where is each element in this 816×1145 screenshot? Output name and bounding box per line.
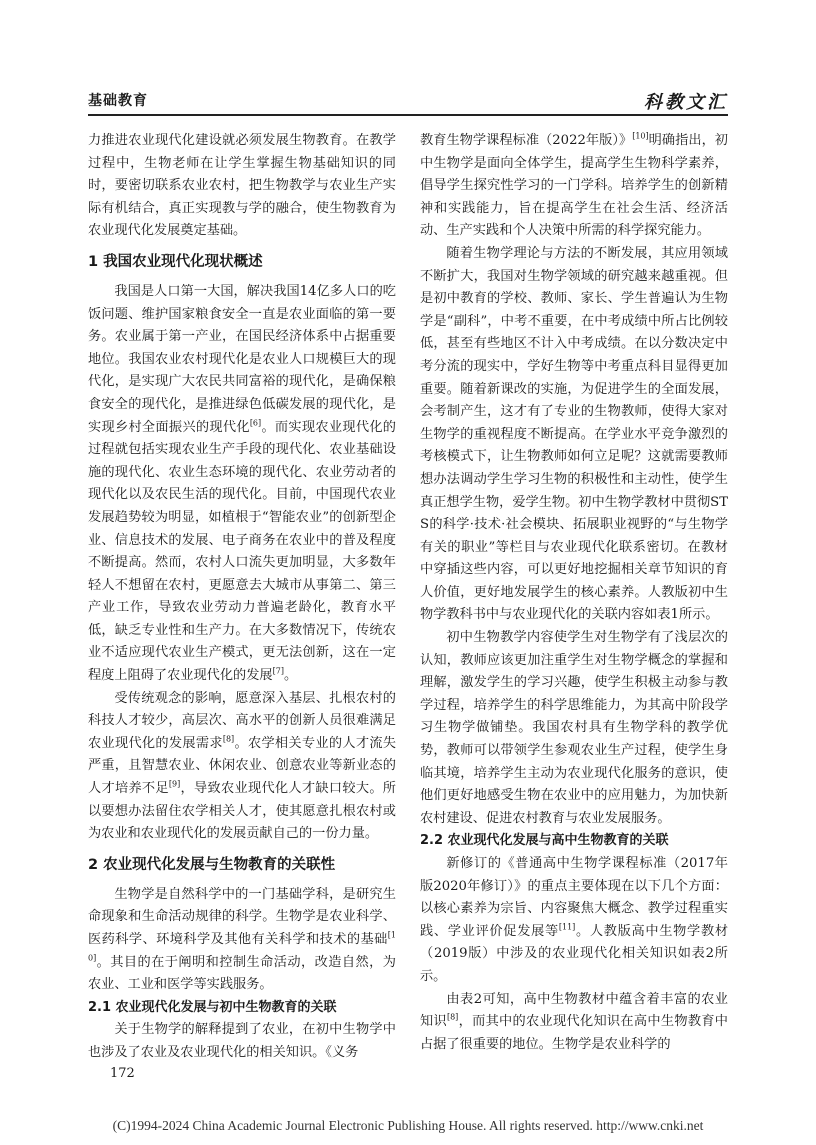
paragraph: 新修订的《普通高中生物学课程标准（2017年版2020年修订）》的重点主要体现在以下几个方面：以核心素养为宗旨、内容聚焦大概念、教学过程重实践、学业评价促发展等[11]。人教版高中生物学教材（2019版）中涉及的农业现代化相关知识如表2所示。 — [420, 856, 729, 984]
page-number: 172 — [110, 1066, 135, 1081]
right-column — [420, 130, 728, 1056]
section-heading-2: 2 农业现代化发展与生物教育的关联性 — [88, 856, 336, 873]
paragraph: 我国是人口第一大国，解决我国14亿多人口的吃饭问题、维护国家粮食安全一直是农业面临的第一要务。农业属于第一产业，在国民经济体系中占据重要地位。我国农业农村现代化是农业人口规模巨大的现代化，是实现广大农民共同富裕的现代化，是确保粮食安全的现代化，是推进绿色低碳发展的现代化，是实现乡村全面振兴的现代化[6]。而实现农业现代化的过程就包括实现农业生产手段的现代化、农业基础设施的现代化、农业生态环境的现代化、农业劳动者的现代化以及农民生活的现代化。目前，中国现代农业发展趋势较为明显，如植根于“智能农业”的创新型企业、信息技术的发展、电子商务在农业中的普及程度不断提高。然而，农村人口流失更加明显，大多数年轻人不想留在农村，更愿意去大城市从事第二、第三产业工作，导致农业劳动力普遍老龄化，教育水平低，缺乏专业性和生产力。在大多数情况下，传统农业不适应现代农业生产模式，更无法创新，这在一定程度上阻碍了农业现代化的发展[7]。 — [88, 283, 396, 684]
page-header — [88, 88, 728, 114]
section-heading-1: 1 我国农业现代化现状概述 — [88, 253, 263, 270]
citation: [10] — [88, 930, 396, 963]
paragraph: 由表2可知，高中生物教材中蕴含着丰富的农业知识[8]，而其中的农业现代化知识在高中生物教育中占据了很重要的地位。生物学是农业科学的 — [420, 991, 728, 1052]
citation: [7] — [272, 666, 284, 676]
copyright-footer: (C)1994-2024 China Academic Journal Electronic Publishing House. All rights reserved. http://www.cnki.net — [112, 1118, 704, 1133]
paragraph: 力推进农业现代化建设就必须发展生物教育。在教学过程中，生物老师在让学生掌握生物基础知识的同时，要密切联系农业农村，把生物教学与农业生产实际有机结合，真正实现教与学的融合，使生物教育为农业现代化发展奠定基础。 — [88, 133, 396, 239]
section-title: 基础教育 — [88, 93, 148, 109]
citation: [8] — [446, 1012, 459, 1022]
journal-logo: 科教文汇 — [644, 92, 728, 113]
citation: [8] — [222, 734, 235, 744]
paragraph: 随着生物学理论与方法的不断发展，其应用领域不断扩大，我国对生物学领域的研究越来越重视。但是初中教育的学校、教师、家长、学生普遍认为生物学是“副科”，中考不重要，在中考成绩中所占比例较低，甚至有些地区不计入中考成绩。在以分数决定中考分流的现实中，学好生物等中考重点科目显得更加重要。随着新课改的实施，为促进学生的全面发展，会考制产生，这才有了专业的生物教师，使得大家对生物学的重视程度不断提高。在学业水平竞争激烈的考核模式下，让生物教师如何立足呢？这就需要教师想办法调动学生学习生物的积极性和主动性，使学生真正想学生物，爱学生物。初中生物学教材中贯彻STS的科学·技术·社会模块、拓展职业视野的“与生物学有关的职业”等栏目与农业现代化联系密切。在教材中穿插这些内容，可以更好地挖掘相关章节知识的育人价值，更好地发展学生的核心素养。人教版初中生物学教科书中与农业现代化的关联内容如表1所示。 — [420, 245, 728, 623]
citation: [9] — [168, 779, 181, 789]
paragraph: 关于生物学的解释提到了农业，在初中生物学中也涉及了农业及农业现代化的相关知识。《义务 — [88, 1022, 396, 1060]
paragraph: 教育生物学课程标准（2022年版）》[10]明确指出，初中生物学是面向全体学生，提高学生生物科学素养，倡导学生探究性学习的一门学科。培养学生的创新精神和实践能力，旨在提高学生在社会生活、经济活动、生产实践和个人决策中所需的科学探究能力。 — [420, 131, 728, 239]
paragraph: 受传统观念的影响，愿意深入基层、扎根农村的科技人才较少，高层次、高水平的创新人员很难满足农业现代化的发展需求[8]。农学相关专业的人才流失严重，且智慧农业、休闲农业、创意农业等新业态的人才培养不足[9]，导致农业现代化人才缺口较大。所以要想办法留住农学相关人才，使其愿意扎根农村或为农业和农业现代化的发展贡献自己的一份力量。 — [88, 690, 396, 842]
subsection-heading-2-1: 2.1 农业现代化发展与初中生物教育的关联 — [88, 999, 337, 1015]
paragraph: 初中生物教学内容使学生对生物学有了浅层次的认知，教师应该更加注重学生对生物学概念的掌握和理解，激发学生的学习兴趣，使学生积极主动参与教学过程，培养学生的科学思维能力，为其高中阶段学习生物学做铺垫。我国农村具有生物学科的教学优势，教师可以带领学生参观农业生产过程，使学生身临其境，培养学生主动为农业现代化服务的意识，使他们更好地感受生物在农业中的应用魅力，为加快新农村建设、促进农村教育与农业发展服务。 — [420, 630, 728, 826]
subsection-heading-2-2: 2.2 农业现代化发展与高中生物教育的关联 — [420, 833, 669, 849]
citation: [11] — [558, 922, 576, 932]
paragraph: 生物学是自然科学中的一门基础学科，是研究生命现象和生命活动规律的科学。生物学是农业科学、医药科学、环境科学及其他有关科学和技术的基础[10]。其目的在于阐明和控制生命活动，改造自然，为农业、工业和医学等实践服务。 — [88, 886, 396, 993]
citation: [10] — [632, 131, 649, 141]
header-divider — [88, 114, 728, 116]
citation: [6] — [249, 418, 262, 428]
left-column — [88, 130, 396, 1065]
